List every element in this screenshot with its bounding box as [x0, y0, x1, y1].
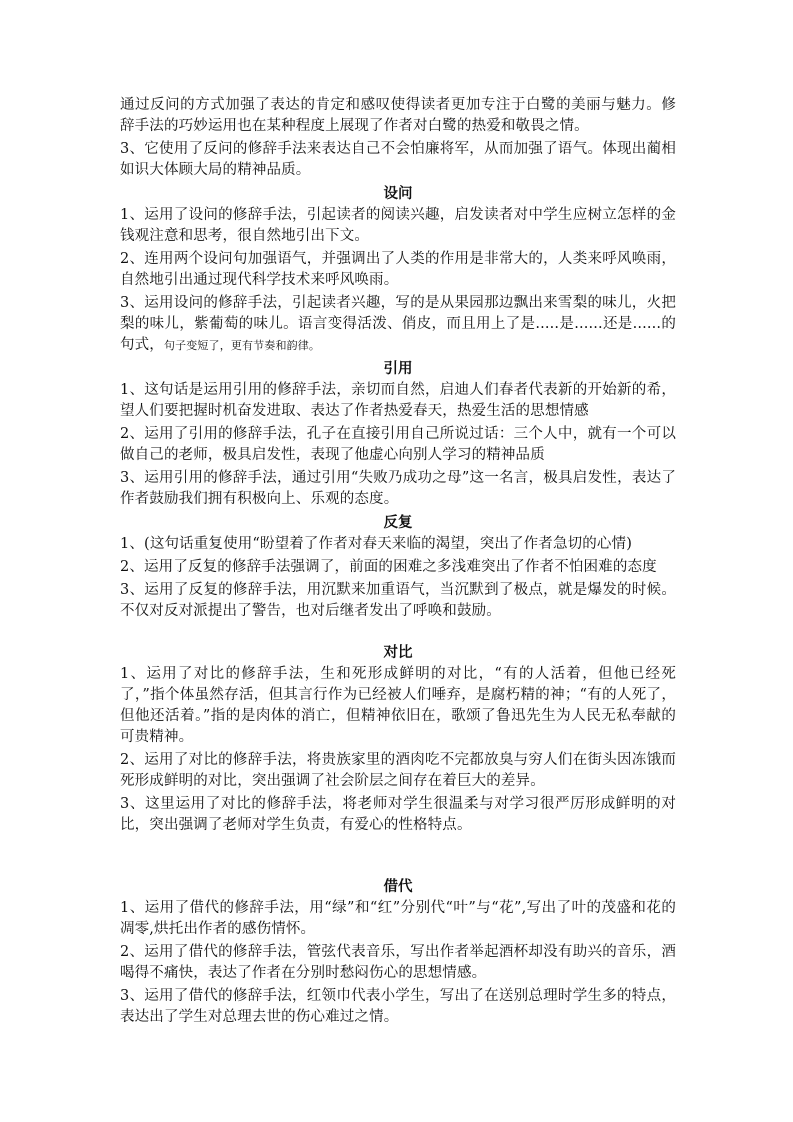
- duibi-paragraph-1: 1、运用了对比的修辞手法，生和死形成鲜明的对比，“有的人活着，但他已经死了，”指个体虽然存活，但其言行作为已经被人们唾弃，是腐朽精的神；“有的人死了，但他还活着。”指的是肉体的消亡，但精神依旧在，歌颂了鲁迅先生为人民无私奉献的可贵精神。: [120, 666, 676, 745]
- section-heading-yinyong: 引用: [383, 361, 413, 377]
- shewen-paragraph-3-main: 3、运用设问的修辞手法，引起读者兴趣，写的是从果园那边飘出来雪梨的味儿，火把梨的味儿，紫葡萄的味儿。语言变得活泼、俏皮，而且用上了是.....是......还是......的句式，: [120, 295, 676, 353]
- shewen-paragraph-3-tail: 句子变短了，更有节奏和韵律。: [163, 339, 321, 352]
- intro-paragraph-2: 3、它使用了反问的修辞手法来表达自己不会怕廉将军，从而加强了语气。体现出蔺相如识大体顾大局的精神品质。: [120, 141, 676, 178]
- spacer: [120, 838, 676, 876]
- fanfu-paragraph-1: 1、(这句话重复使用“盼望着了作者对春天来临的渴望，突出了作者急切的心情): [120, 536, 632, 552]
- jiedai-paragraph-2: 2、运用了借代的修辞手法，管弦代表音乐，写出作者举起酒杯却没有助兴的音乐，酒喝得不痛快，表达了作者在分别时愁闷伤心的思想情感。: [120, 944, 676, 981]
- shewen-paragraph-1: 1、运用了设问的修辞手法，引起读者的阅读兴趣，启发读者对中学生应树立怎样的金钱观注意和思考，很自然地引出下文。: [120, 207, 676, 244]
- fanfu-paragraph-3: 3、运用了反复的修辞手法，用沉默来加重语气，当沉默到了极点，就是爆发的时候。不仅对反对派提出了警告，也对后继者发出了呼唤和鼓励。: [120, 582, 676, 619]
- duibi-paragraph-2: 2、运用了对比的修辞手法，将贵族家里的酒肉吃不完都放臭与穷人们在街头因冻饿而死形成鲜明的对比，突出强调了社会阶层之间存在着巨大的差异。: [120, 752, 676, 789]
- yinyong-paragraph-2: 2、运用了引用的修辞手法，孔子在直接引用自己所说过话：三个人中，就有一个可以做自己的老师，极具启发性，表现了他虚心向别人学习的精神品质: [120, 426, 676, 463]
- jiedai-paragraph-3: 3、运用了借代的修辞手法，红领巾代表小学生，写出了在送别总理时学生多的特点，表达出了学生对总理去世的伤心难过之情。: [120, 988, 676, 1025]
- document-page: [120, 95, 676, 1030]
- section-heading-fanfu: 反复: [383, 515, 413, 531]
- section-heading-duibi: 对比: [383, 645, 413, 661]
- yinyong-paragraph-3: 3、运用引用的修辞手法，通过引用“失败乃成功之母”这一名言，极具启发性，表达了作者鼓励我们拥有积极向上、乐观的态度。: [120, 470, 676, 507]
- shewen-paragraph-2: 2、连用两个设问句加强语气，并强调出了人类的作用是非常大的，人类来呼风唤雨，自然地引出通过现代科学技术来呼风唤雨。: [120, 251, 676, 288]
- jiedai-paragraph-1: 1、运用了借代的修辞手法，用“绿”和“红”分别代“叶”与“花”,写出了叶的茂盛和花的凋零,烘托出作者的感伤情怀。: [120, 900, 676, 937]
- shewen-paragraph-3: [120, 293, 676, 356]
- section-heading-shewen: 设问: [383, 186, 413, 202]
- duibi-paragraph-3: 3、这里运用了对比的修辞手法，将老师对学生很温柔与对学习很严厉形成鲜明的对比，突出强调了老师对学生负责，有爱心的性格特点。: [120, 796, 676, 833]
- spacer: [120, 624, 676, 642]
- fanfu-paragraph-2: 2、运用了反复的修辞手法强调了，前面的困难之多浅难突出了作者不怕困难的态度: [120, 559, 657, 575]
- intro-paragraph-1: 通过反问的方式加强了表达的肯定和感叹使得读者更加专注于白鹭的美丽与魅力。修辞手法的巧妙运用也在某种程度上展现了作者对白鹭的热爱和敬畏之情。: [120, 97, 676, 134]
- section-heading-jiedai: 借代: [383, 879, 413, 895]
- yinyong-paragraph-1: 1、这句话是运用引用的修辞手法，亲切而自然，启迪人们春者代表新的开始新的希，望人们要把握时机奋发进取、表达了作者热爱春天，热爱生活的思想情感: [120, 382, 676, 419]
